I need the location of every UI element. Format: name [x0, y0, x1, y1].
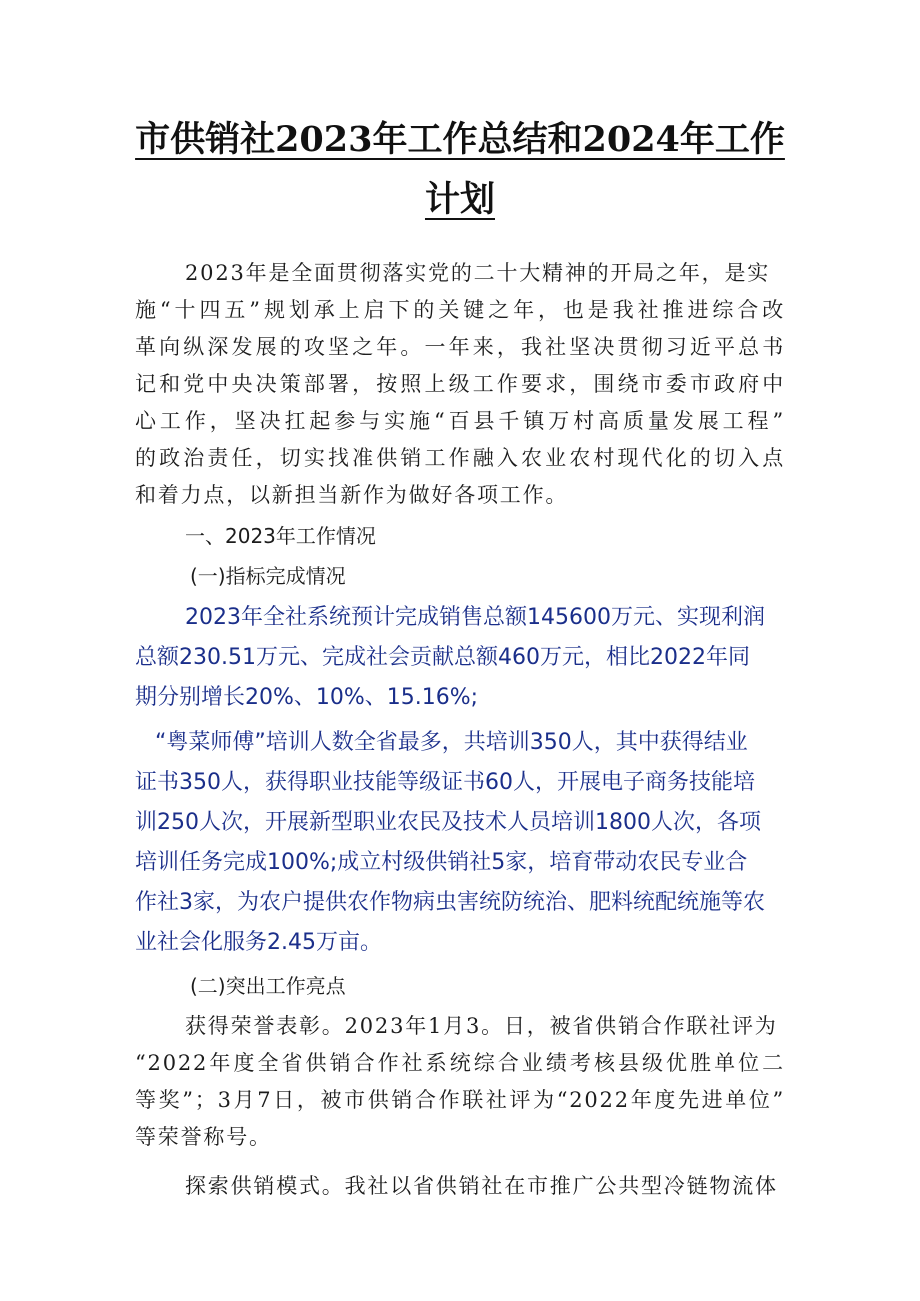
honors-line: 获得荣誉表彰。2023年1月3。日，被省供销合作联社评为: [185, 1014, 778, 1038]
subsection-heading: (一)指标完成情况: [190, 564, 346, 588]
subsection-heading: (二)突出工作亮点: [190, 974, 346, 998]
training-line: 业社会化服务2.45万亩。: [135, 930, 382, 955]
training-line: 作社3家，为农户提供农作物病虫害统防统治、肥料统配统施等农: [135, 890, 765, 915]
honors-line: 等荣誉称号。: [135, 1125, 272, 1149]
training-line: 培训任务完成100%;成立村级供销社5家，培育带动农民专业合: [135, 850, 748, 875]
intro-line: 的政治责任，切实找准供销工作融入农业农村现代化的切入点: [135, 446, 785, 470]
indicator-line: 总额230.51万元、完成社会贡献总额460万元，相比2022年同: [135, 645, 750, 670]
intro-line: 和着力点，以新担当新作为做好各项工作。: [135, 483, 569, 507]
intro-line: 心工作，坚决扛起参与实施“百县千镇万村高质量发展工程”: [135, 409, 785, 433]
indicator-line: 2023年全社系统预计完成销售总额145600万元、实现利润: [185, 605, 765, 630]
training-line: 证书350人，获得职业技能等级证书60人，开展电子商务技能培: [135, 770, 755, 795]
intro-line: 革向纵深发展的攻坚之年。一年来，我社坚决贯彻习近平总书: [135, 335, 785, 359]
honors-line: “2022年度全省供销合作社系统综合业绩考核县级优胜单位二: [135, 1051, 785, 1075]
indicator-line: 期分别增长20%、10%、15.16%;: [135, 685, 479, 710]
section-heading: 一、2023年工作情况: [185, 524, 376, 548]
intro-line: 记和党中央决策部署，按照上级工作要求，围绕市委市政府中: [135, 372, 785, 396]
honors-line: 等奖”；3月7日，被市供销合作联社评为“2022年度先进单位”: [135, 1088, 785, 1112]
explore-line: 探索供销模式。我社以省供销社在市推广公共型冷链物流体: [185, 1174, 778, 1198]
intro-line: 施“十四五”规划承上启下的关键之年，也是我社推进综合改: [135, 298, 785, 322]
document-title: 市供销社2023年工作总结和2024年工作: [135, 119, 785, 160]
training-line: “粤菜师傅”培训人数全省最多，共培训350人，其中获得结业: [155, 730, 748, 755]
training-line: 训250人次，开展新型职业农民及技术人员培训1800人次，各项: [135, 810, 761, 835]
document-title-continued: 计划: [424, 179, 495, 220]
intro-line: 2023年是全面贯彻落实党的二十大精神的开局之年，是实: [185, 261, 771, 285]
